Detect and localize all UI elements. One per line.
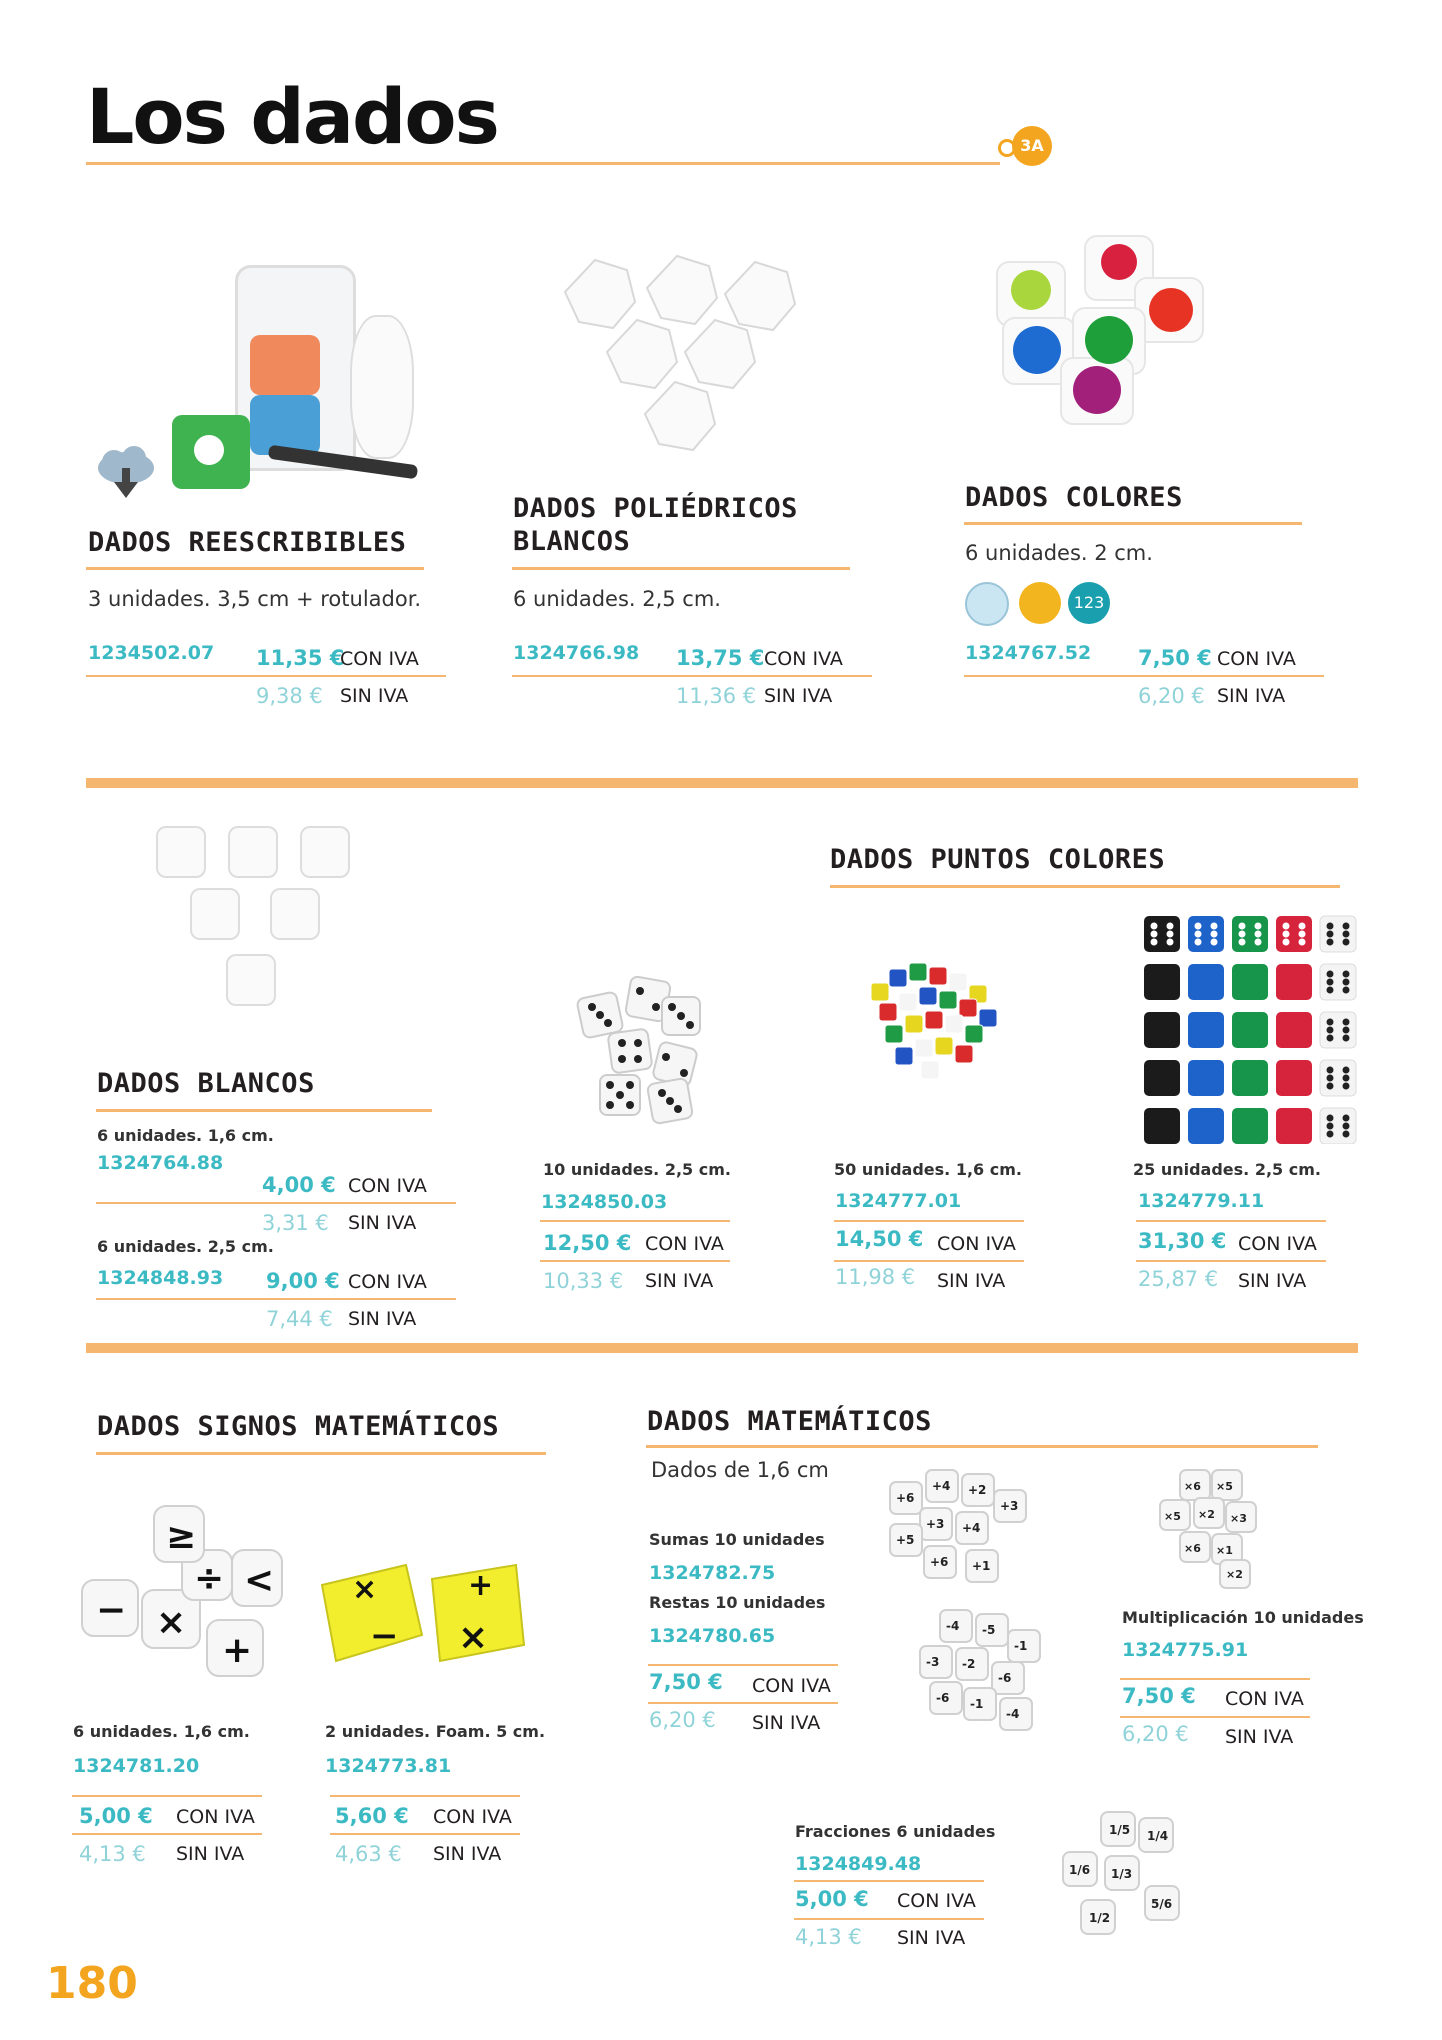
numbers-icon: 123 <box>1068 582 1110 624</box>
product-title-reescribibles: DADOS REESCRIBIBLES <box>88 527 407 558</box>
svg-text:-1: -1 <box>970 1697 984 1711</box>
price-divider <box>72 1795 262 1797</box>
product-code-puntos-1: 1324850.03 <box>541 1191 668 1213</box>
svg-text:+: + <box>222 1630 253 1671</box>
product-code-poliedricos: 1324766.98 <box>513 642 640 664</box>
svg-text:×5: ×5 <box>1164 1510 1181 1523</box>
label-sin-iva: SIN IVA <box>176 1843 245 1865</box>
motor-skills-icon <box>1019 582 1061 624</box>
product-title-signos: DADOS SIGNOS MATEMÁTICOS <box>97 1411 500 1442</box>
label-con-iva: CON IVA <box>176 1806 255 1828</box>
svg-text:-5: -5 <box>982 1623 996 1637</box>
product-image-puntos-50 <box>865 955 1005 1085</box>
svg-text:÷: ÷ <box>194 1558 225 1599</box>
label-con-iva: CON IVA <box>937 1233 1016 1255</box>
product-image-reescribibles <box>150 225 440 515</box>
price-divider <box>512 675 872 677</box>
price-sin-iva-fracciones: 4,13 € <box>795 1925 862 1949</box>
title-rule <box>86 162 1000 165</box>
product-image-blancos <box>150 820 360 1020</box>
product-code-puntos-3: 1324779.11 <box>1138 1190 1265 1212</box>
svg-text:1/2: 1/2 <box>1089 1911 1111 1925</box>
price-con-iva-poliedricos: 13,75 € <box>676 646 765 670</box>
sensory-icon <box>965 582 1009 626</box>
product-image-signos-small <box>62 1490 302 1690</box>
price-sin-iva-reescribibles: 9,38 € <box>256 684 323 708</box>
label-con-iva: CON IVA <box>897 1890 976 1912</box>
price-divider <box>96 1298 456 1300</box>
label-sin-iva: SIN IVA <box>340 685 409 707</box>
product-code-blancos-1: 1324764.88 <box>97 1152 224 1174</box>
price-sin-iva-signos-1: 4,13 € <box>79 1842 146 1866</box>
title-underline <box>830 885 1340 888</box>
section-divider <box>86 1343 1358 1353</box>
product-image-puntos-25 <box>1140 912 1360 1144</box>
price-con-iva-multiplicacion: 7,50 € <box>1122 1684 1196 1708</box>
label-sin-iva: SIN IVA <box>1217 685 1286 707</box>
product-desc-puntos-2: 50 unidades. 1,6 cm. <box>834 1160 1022 1179</box>
product-desc-reescribibles: 3 unidades. 3,5 cm + rotulador. <box>88 587 422 611</box>
price-con-iva-signos-1: 5,00 € <box>79 1804 153 1828</box>
svg-text:-2: -2 <box>962 1657 976 1671</box>
product-desc-blancos-1: 6 unidades. 1,6 cm. <box>97 1126 274 1145</box>
label-sin-iva: SIN IVA <box>752 1712 821 1734</box>
price-divider <box>1120 1716 1310 1718</box>
svg-text:-6: -6 <box>998 1671 1012 1685</box>
product-desc-signos-2: 2 unidades. Foam. 5 cm. <box>325 1722 546 1741</box>
svg-text:5/6: 5/6 <box>1151 1897 1173 1911</box>
svg-text:×3: ×3 <box>1230 1512 1247 1525</box>
product-image-restas <box>900 1600 1060 1740</box>
price-divider <box>648 1664 838 1666</box>
svg-text:1/3: 1/3 <box>1111 1867 1133 1881</box>
label-sin-iva: SIN IVA <box>897 1927 966 1949</box>
price-divider <box>834 1220 1024 1222</box>
price-divider <box>330 1795 520 1797</box>
svg-text:×2: ×2 <box>1198 1508 1215 1521</box>
product-desc-fracciones: Fracciones 6 unidades <box>795 1822 996 1841</box>
label-sin-iva: SIN IVA <box>645 1270 714 1292</box>
svg-text:×: × <box>156 1602 187 1643</box>
product-code-colores: 1324767.52 <box>965 642 1092 664</box>
label-con-iva: CON IVA <box>1225 1688 1304 1710</box>
price-con-iva-blancos-1: 4,00 € <box>262 1173 336 1197</box>
product-code-puntos-2: 1324777.01 <box>835 1190 962 1212</box>
title-underline <box>646 1445 1318 1448</box>
price-divider <box>794 1880 984 1882</box>
price-con-iva-signos-2: 5,60 € <box>335 1804 409 1828</box>
product-image-signos-foam <box>318 1555 528 1685</box>
price-divider <box>648 1702 838 1704</box>
price-sin-iva-blancos-1: 3,31 € <box>262 1211 329 1235</box>
svg-text:+5: +5 <box>896 1533 915 1547</box>
price-divider <box>964 675 1324 677</box>
svg-text:1/4: 1/4 <box>1147 1829 1169 1843</box>
price-divider <box>330 1833 520 1835</box>
product-title-poliedricos-1: DADOS POLIÉDRICOS <box>513 493 798 524</box>
price-sin-iva-restas: 6,20 € <box>649 1708 716 1732</box>
price-con-iva-puntos-3: 31,30 € <box>1138 1229 1227 1253</box>
title-underline <box>96 1109 432 1112</box>
price-divider <box>1136 1260 1326 1262</box>
price-sin-iva-puntos-2: 11,98 € <box>835 1265 916 1289</box>
product-desc-sumas: Sumas 10 unidades <box>649 1530 825 1549</box>
product-desc-colores: 6 unidades. 2 cm. <box>965 541 1153 565</box>
price-sin-iva-poliedricos: 11,36 € <box>676 684 757 708</box>
svg-text:+: + <box>468 1568 494 1603</box>
svg-text:+4: +4 <box>962 1521 981 1535</box>
label-con-iva: CON IVA <box>1238 1233 1317 1255</box>
svg-text:-6: -6 <box>936 1691 950 1705</box>
product-code-sumas: 1324782.75 <box>649 1562 776 1584</box>
product-desc-puntos-1: 10 unidades. 2,5 cm. <box>543 1160 731 1179</box>
svg-text:−: − <box>370 1616 399 1656</box>
price-divider <box>540 1220 730 1222</box>
svg-text:-1: -1 <box>1014 1639 1028 1653</box>
price-con-iva-puntos-2: 14,50 € <box>835 1227 924 1251</box>
label-sin-iva: SIN IVA <box>433 1843 502 1865</box>
price-sin-iva-puntos-1: 10,33 € <box>543 1269 624 1293</box>
label-con-iva: CON IVA <box>340 648 419 670</box>
label-con-iva: CON IVA <box>433 1806 512 1828</box>
product-image-fracciones <box>1045 1800 1195 1960</box>
svg-text:×6: ×6 <box>1184 1542 1201 1555</box>
product-code-fracciones: 1324849.48 <box>795 1853 922 1875</box>
product-image-puntos-10 <box>570 965 720 1125</box>
product-desc-multiplicacion: Multiplicación 10 unidades <box>1122 1608 1364 1627</box>
svg-text:1/6: 1/6 <box>1069 1863 1091 1877</box>
label-sin-iva: SIN IVA <box>1238 1270 1307 1292</box>
svg-text:×: × <box>458 1617 489 1658</box>
svg-text:+3: +3 <box>1000 1499 1019 1513</box>
svg-text:×5: ×5 <box>1216 1480 1233 1493</box>
product-code-reescribibles: 1234502.07 <box>88 642 215 664</box>
title-underline <box>964 522 1302 525</box>
svg-text:+3: +3 <box>926 1517 945 1531</box>
price-sin-iva-colores: 6,20 € <box>1138 684 1205 708</box>
product-desc-signos-1: 6 unidades. 1,6 cm. <box>73 1722 250 1741</box>
svg-text:+4: +4 <box>932 1479 951 1493</box>
svg-text:×1: ×1 <box>1216 1544 1233 1557</box>
svg-text:<: < <box>244 1560 275 1601</box>
product-image-colores <box>985 228 1225 428</box>
price-divider <box>96 1202 456 1204</box>
label-sin-iva: SIN IVA <box>937 1270 1006 1292</box>
svg-text:×2: ×2 <box>1226 1568 1243 1581</box>
label-con-iva: CON IVA <box>348 1271 427 1293</box>
svg-text:×6: ×6 <box>1184 1480 1201 1493</box>
svg-text:+2: +2 <box>968 1483 987 1497</box>
svg-text:+6: +6 <box>896 1491 915 1505</box>
svg-text:−: − <box>96 1590 127 1631</box>
label-con-iva: CON IVA <box>764 648 843 670</box>
price-sin-iva-blancos-2: 7,44 € <box>266 1307 333 1331</box>
svg-text:×: × <box>352 1572 378 1607</box>
product-desc-blancos-2: 6 unidades. 2,5 cm. <box>97 1237 274 1256</box>
label-con-iva: CON IVA <box>752 1675 831 1697</box>
page-title: Los dados <box>86 72 498 161</box>
section-divider <box>86 778 1358 788</box>
price-divider <box>1120 1678 1310 1680</box>
price-con-iva-restas: 7,50 € <box>649 1670 723 1694</box>
product-code-restas: 1324780.65 <box>649 1625 776 1647</box>
price-con-iva-reescribibles: 11,35 € <box>256 646 345 670</box>
label-con-iva: CON IVA <box>348 1175 427 1197</box>
product-desc-restas: Restas 10 unidades <box>649 1593 826 1612</box>
title-underline <box>96 1452 546 1455</box>
price-divider <box>86 675 446 677</box>
product-title-matematicos: DADOS MATEMÁTICOS <box>647 1406 932 1437</box>
svg-text:1/5: 1/5 <box>1109 1823 1131 1837</box>
product-code-multiplicacion: 1324775.91 <box>1122 1639 1249 1661</box>
price-sin-iva-multiplicacion: 6,20 € <box>1122 1722 1189 1746</box>
svg-text:-4: -4 <box>1006 1707 1020 1721</box>
price-sin-iva-puntos-3: 25,87 € <box>1138 1267 1219 1291</box>
price-divider <box>794 1918 984 1920</box>
price-divider <box>540 1260 730 1262</box>
product-image-poliedricos <box>555 250 815 470</box>
title-underline <box>86 567 424 570</box>
product-code-signos-2: 1324773.81 <box>325 1755 452 1777</box>
price-con-iva-fracciones: 5,00 € <box>795 1887 869 1911</box>
level-badge: 3A <box>1012 126 1052 166</box>
svg-text:+1: +1 <box>972 1559 991 1573</box>
label-sin-iva: SIN IVA <box>348 1212 417 1234</box>
svg-text:≥: ≥ <box>166 1516 197 1557</box>
label-con-iva: CON IVA <box>1217 648 1296 670</box>
product-title-colores: DADOS COLORES <box>965 482 1183 513</box>
price-con-iva-blancos-2: 9,00 € <box>266 1269 340 1293</box>
product-desc-matematicos: Dados de 1,6 cm <box>651 1458 829 1482</box>
product-code-signos-1: 1324781.20 <box>73 1755 200 1777</box>
title-underline <box>512 567 850 570</box>
price-divider <box>834 1260 1024 1262</box>
price-divider <box>1136 1220 1326 1222</box>
label-con-iva: CON IVA <box>645 1233 724 1255</box>
price-con-iva-puntos-1: 12,50 € <box>543 1231 632 1255</box>
label-sin-iva: SIN IVA <box>764 685 833 707</box>
svg-text:-4: -4 <box>946 1619 960 1633</box>
product-title-puntos: DADOS PUNTOS COLORES <box>830 844 1166 875</box>
label-sin-iva: SIN IVA <box>1225 1726 1294 1748</box>
product-title-poliedricos-2: BLANCOS <box>513 526 631 557</box>
price-divider <box>72 1833 262 1835</box>
product-image-sumas <box>880 1462 1040 1592</box>
svg-text:+6: +6 <box>930 1555 949 1569</box>
svg-text:-3: -3 <box>926 1655 940 1669</box>
label-sin-iva: SIN IVA <box>348 1308 417 1330</box>
product-desc-puntos-3: 25 unidades. 2,5 cm. <box>1133 1160 1321 1179</box>
product-image-multiplicacion <box>1150 1462 1280 1592</box>
download-cloud-icon[interactable] <box>92 446 160 502</box>
price-con-iva-colores: 7,50 € <box>1138 646 1212 670</box>
product-code-blancos-2: 1324848.93 <box>97 1267 224 1289</box>
product-title-blancos: DADOS BLANCOS <box>97 1068 315 1099</box>
product-desc-poliedricos: 6 unidades. 2,5 cm. <box>513 587 721 611</box>
page-number: 180 <box>46 1958 138 2009</box>
price-sin-iva-signos-2: 4,63 € <box>335 1842 402 1866</box>
